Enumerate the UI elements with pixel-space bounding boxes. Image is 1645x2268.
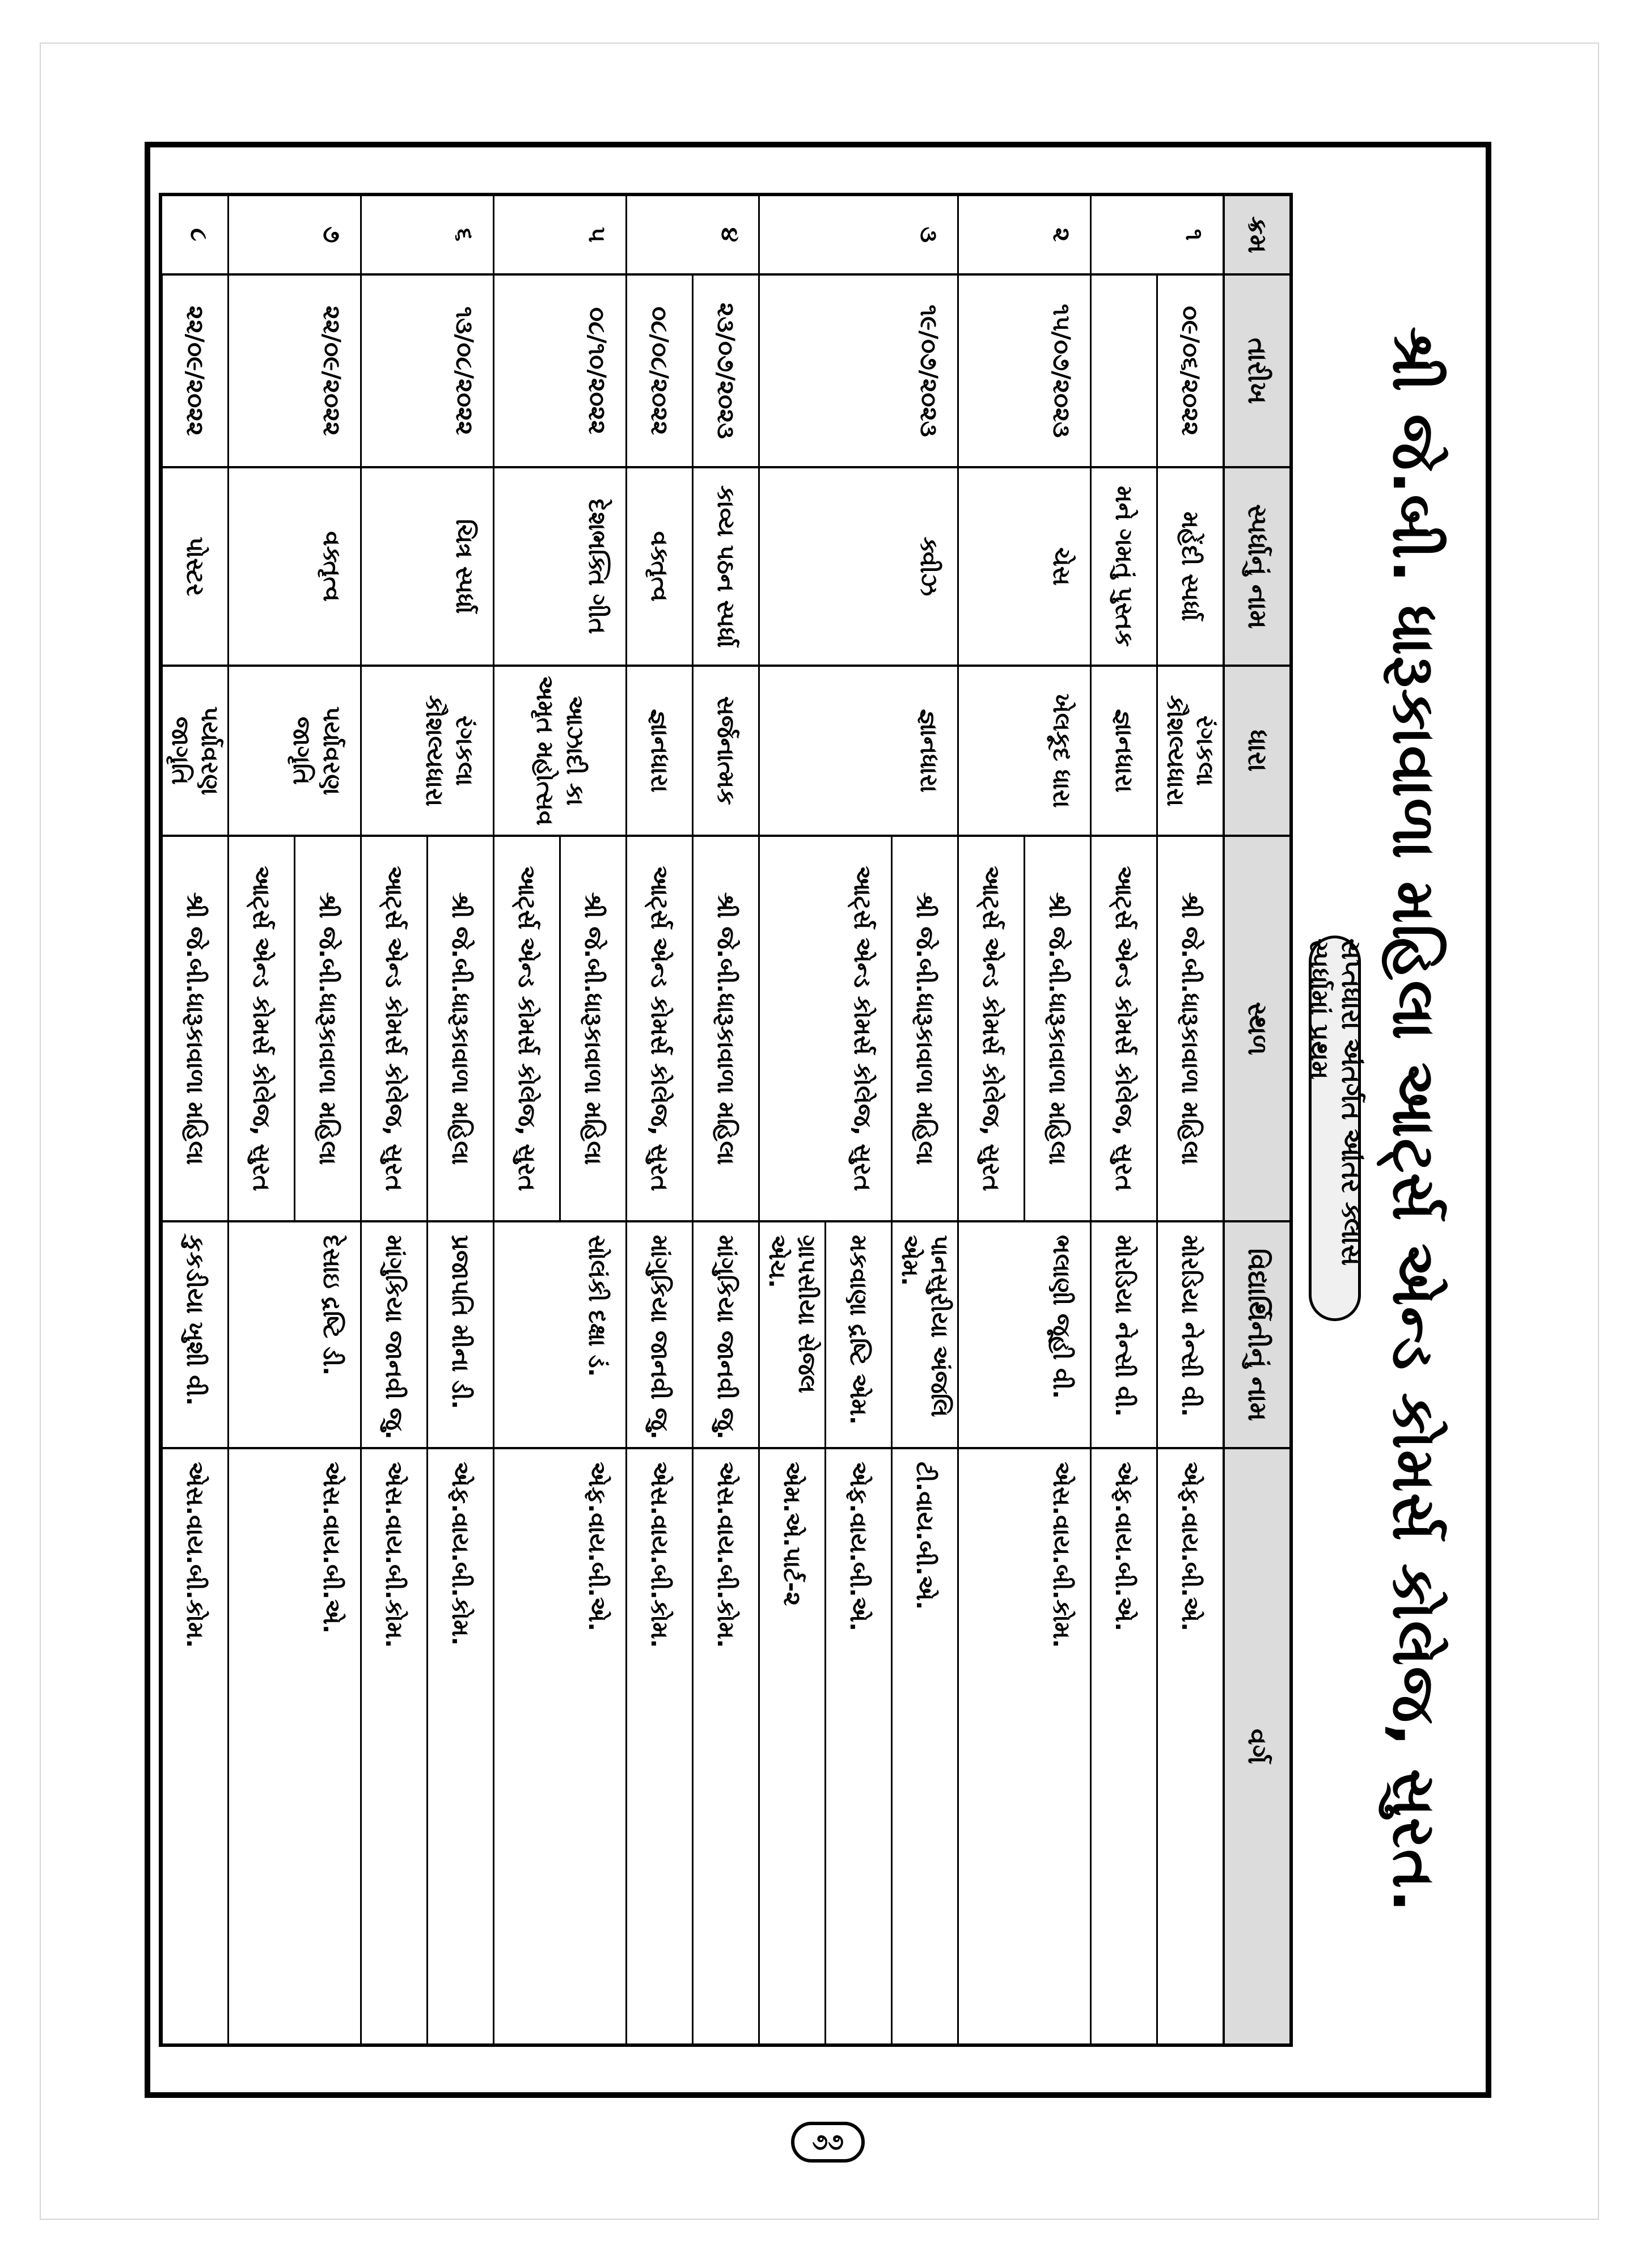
cell-venue: આર્ટ્સ એન્ડ કોમર્સ કોલેજ, સુરત	[493, 837, 559, 1222]
cell-sr: ૧	[1090, 196, 1223, 276]
cell-venue: આર્ટ્સ એન્ડ કોમર્સ કોલેજ, સુરત	[625, 837, 692, 1222]
cell-student: ગ્રાપસીયા સેજલ એચ.	[758, 1222, 824, 1449]
cell-dhara: આઝાદી કા અમૃત મહોત્સવ	[493, 667, 625, 837]
subtitle-badge: સપ્તધારા અંતર્ગત આંતર ક્લાસ સ્પર્ધામાં પ્રથમ	[1309, 936, 1361, 1321]
header-venue: સ્થળ	[1223, 837, 1289, 1222]
cell-competition: ક્વીઝ	[758, 468, 957, 667]
cell-student: કુકડીયા ખુશી વી.	[161, 1222, 227, 1449]
cell-date: ૧૫/૦૭/૨૦૨૩	[957, 276, 1090, 468]
cell-student: સોલંકી દક્ષા ડં.	[493, 1222, 625, 1449]
cell-competition: પોસ્ટર	[161, 468, 227, 667]
cell-class: ટી.વાય.બી.એ.	[891, 1449, 957, 2043]
cell-student: દેસાઇ દ્રષ્ટિ ડી.	[227, 1222, 360, 1449]
cell-dhara: રંગકલા કૌશલ્યધારા	[360, 667, 493, 837]
cell-sr: ૭	[227, 196, 360, 276]
cell-competition: કાવ્ય પઠન સ્પર્ધા	[692, 468, 758, 667]
cell-student: મોરડિયા નેન્સી વી.	[1156, 1222, 1223, 1449]
cell-date: ૨૨/૦૯/૨૦૨૨	[161, 276, 227, 468]
cell-student: માંગુકિયા જાનવી જુ.	[360, 1222, 426, 1449]
cell-student: ભલાણી જૂહી વી.	[957, 1222, 1090, 1449]
cell-date	[1090, 276, 1156, 468]
cell-date: ૦૮/૧૦/૨૦૨૨	[493, 276, 625, 468]
cell-dhara: જ્ઞાનધારા	[1090, 667, 1156, 837]
cell-venue: શ્રી જે.બી.ધારૂકાવાળા મહિલા	[161, 837, 227, 1222]
page-title: શ્રી જે.બી. ધારૂકાવાળા મહિલા આર્ટ્સ એન્ડ કોમર્સ કોલેજ, સુરત.	[1380, 326, 1449, 1914]
cell-venue: શ્રી જે.બી.ધારૂકાવાળા મહિલા	[559, 837, 625, 1222]
cell-class: એફ.વાય.બી.કોમ.	[426, 1449, 493, 2043]
cell-date: ૨૨/૦૯/૨૦૨૨	[227, 276, 360, 468]
cell-venue: આર્ટ્સ એન્ડ કોમર્સ કોલેજ, સુરત	[957, 837, 1024, 1222]
cell-class: એસ.વાય.બી.કોમ.	[360, 1449, 426, 2043]
cell-venue: શ્રી જે.બી.ધારૂકાવાળા મહિલા	[692, 837, 758, 1222]
cell-class: એફ.વાય.બી.એ.	[1156, 1449, 1223, 2043]
cell-student: માંગુકિયા જાનવી જુ.	[692, 1222, 758, 1449]
cell-student: પાનસુરીયા અંજલિ એમ.	[891, 1222, 957, 1449]
cell-class: એસ.વાય.બી.કોમ.	[692, 1449, 758, 2043]
cell-competition: ચિત્ર સ્પર્ધા	[360, 468, 493, 667]
cell-student: મોરડિયા નેન્સી વી.	[1090, 1222, 1156, 1449]
cell-competition: વક્તૃત્વ	[227, 468, 360, 667]
cell-sr: ૩	[758, 196, 957, 276]
cell-venue: આર્ટ્સ એન્ડ કોમર્સ કોલેજ, સુરત	[758, 837, 891, 1222]
cell-venue: શ્રી જે.બી.ધારૂકાવાળા મહિલા	[1024, 837, 1090, 1222]
cell-date: ૦૯/૦૬/૨૦૨૨	[1156, 276, 1223, 468]
cell-class: એમ.એ.પાર્ટ-૨	[758, 1449, 824, 2043]
cell-venue: શ્રી જે.બી.ધારૂકાવાળા મહિલા	[294, 837, 360, 1222]
cell-class: એસ.વાય.બી.કોમ.	[625, 1449, 692, 2043]
cell-student: માંગુકિયા જાનવી જુ.	[625, 1222, 692, 1449]
header-date: તારીખ	[1223, 276, 1289, 468]
cell-sr: ૨	[957, 196, 1090, 276]
header-sr: ક્રમ	[1223, 196, 1289, 276]
cell-student: મકવાણા દ્રષ્ટિ એમ.	[824, 1222, 891, 1449]
header-dhara: ધારા	[1223, 667, 1289, 837]
cell-competition: વક્તૃત્વ	[625, 468, 692, 667]
cell-competition: દેશભક્તિ ગીત	[493, 468, 625, 667]
cell-date: ૧૩/૦૮/૨૦૨૨	[360, 276, 493, 468]
page-number: ૭૭	[791, 2122, 865, 2163]
cell-dhara: જ્ઞાનધારા	[758, 667, 957, 837]
cell-student: પ્રજાપતિ મીના ડી.	[426, 1222, 493, 1449]
cell-date: ૨૩/૦૭/૨૦૨૩	[692, 276, 758, 468]
cell-venue: આર્ટ્સ એન્ડ કોમર્સ કોલેજ, સુરત	[1090, 837, 1156, 1222]
cell-competition: મહેંદી સ્પર્ધા	[1156, 468, 1223, 667]
cell-class: એફ.વાય.બી.એ.	[493, 1449, 625, 2043]
cell-dhara: રંગકલા કૌશલ્યધારા	[1156, 667, 1223, 837]
cell-competition: મને ગમતું પુસ્તક	[1090, 468, 1156, 667]
cell-venue: આર્ટ્સ એન્ડ કોમર્સ કોલેજ, સુરત	[360, 837, 426, 1222]
cell-sr: ૬	[360, 196, 493, 276]
cell-venue: શ્રી જે.બી.ધારૂકાવાળા મહિલા	[891, 837, 957, 1222]
cell-dhara: સર્જનાત્મક	[692, 667, 758, 837]
cell-dhara: જ્ઞાનધારા	[625, 667, 692, 837]
cell-class: એસ.વાય.બી.કોમ.	[957, 1449, 1090, 2043]
cell-class: એફ.વાય.બી.એ.	[1090, 1449, 1156, 2043]
results-table	[159, 193, 1293, 2047]
cell-dhara: પર્યાવરણ જાગૃતિ	[161, 667, 227, 837]
cell-date: ૦૮/૦૮/૨૦૨૨	[625, 276, 692, 468]
cell-venue: શ્રી જે.બી.ધારૂકાવાળા મહિલા	[426, 837, 493, 1222]
cell-dhara: પર્યાવરણ જાગૃતિ	[227, 667, 360, 837]
cell-sr: ૮	[161, 196, 227, 276]
cell-venue: શ્રી જે.બી.ધારૂકાવાળા મહિલા	[1156, 837, 1223, 1222]
cell-class: એસ.વાય.બી.કોમ.	[161, 1449, 227, 2043]
cell-class: એફ.વાય.બી.એ.	[824, 1449, 891, 2043]
rotated-content	[150, 147, 1488, 2092]
cell-sr: ૫	[493, 196, 625, 276]
cell-venue: આર્ટ્સ એન્ડ કોમર્સ કોલેજ, સુરત	[227, 837, 294, 1222]
cell-dhara: ખેલકૂદ ધારા	[957, 667, 1090, 837]
cell-date: ૧૯/૦૭/૨૦૨૩	[758, 276, 957, 468]
header-competition: સ્પર્ધાનું નામ	[1223, 468, 1289, 667]
header-student: વિદ્યાર્થિનીનું નામ	[1223, 1222, 1289, 1449]
cell-sr: ૪	[625, 196, 758, 276]
header-class: વર્ગ	[1223, 1449, 1289, 2043]
cell-class: એસ.વાય.બી.એ.	[227, 1449, 360, 2043]
cell-competition: ચેસ	[957, 468, 1090, 667]
